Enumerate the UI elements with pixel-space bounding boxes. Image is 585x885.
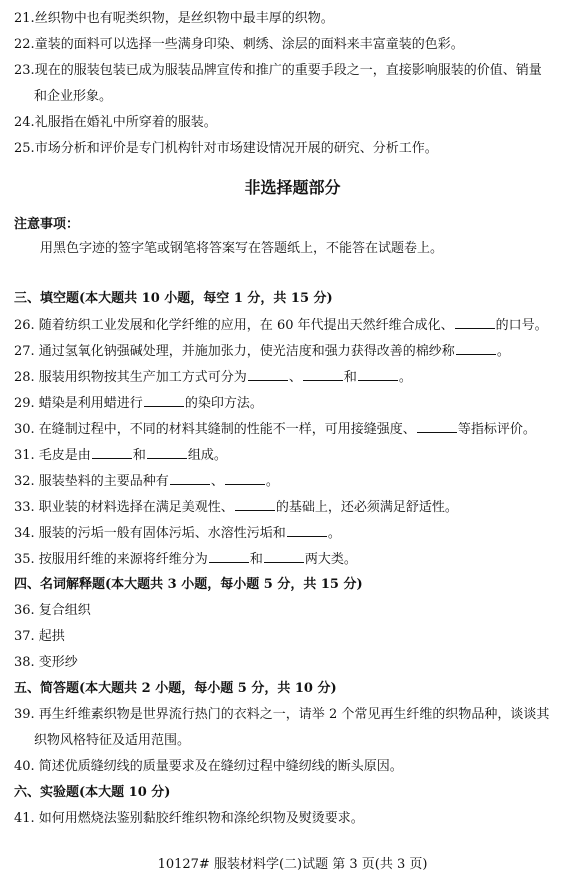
answer-blank	[358, 368, 398, 381]
question-32: 32. 服装垫料的主要品种有 、 。	[14, 474, 279, 489]
question-38: 38. 变形纱	[14, 655, 78, 670]
question-28: 28. 服装用织物按其生产加工方式可分为 、 和 。	[14, 370, 412, 385]
answer-blank	[144, 394, 184, 407]
answer-blank	[287, 524, 327, 537]
answer-blank	[235, 498, 275, 511]
terms-section-heading: 四、名词解释题(本大题共 3 小题，每小题 5 分，共 15 分)	[14, 577, 363, 592]
question-35: 35. 按服用纤维的来源将纤维分为 和 两大类。	[14, 552, 357, 567]
notice-label: 注意事项：	[14, 217, 80, 232]
question-41: 41. 如何用燃烧法鉴别黏胶纤维织物和涤纶织物及熨烫要求。	[14, 811, 364, 826]
answer-blank	[248, 368, 288, 381]
answer-blank	[209, 550, 249, 563]
answer-blank	[303, 368, 343, 381]
answer-blank	[264, 550, 304, 563]
question-21: 21.丝织物中也有呢类织物，是丝织物中最丰厚的织物。	[14, 11, 334, 26]
question-39: 39. 再生纤维素织物是世界流行热门的衣料之一，请举 2 个常见再生纤维的织物品种，谈谈其	[14, 707, 550, 722]
answer-blank	[456, 342, 496, 355]
experiment-heading: 六、实验题(本大题 10 分)	[14, 785, 171, 800]
question-25: 25.市场分析和评价是专门机构针对市场建设情况开展的研究、分析工作。	[14, 141, 438, 156]
answer-blank	[417, 420, 457, 433]
question-37: 37. 起拱	[14, 629, 65, 644]
question-31: 31. 毛皮是由 和 组成。	[14, 448, 227, 463]
question-33: 33. 职业装的材料选择在满足美观性、 的基础上，还必须满足舒适性。	[14, 500, 458, 515]
short-answer-heading: 五、简答题(本大题共 2 小题，每小题 5 分，共 10 分)	[14, 681, 337, 696]
question-40: 40. 简述优质缝纫线的质量要求及在缝纫过程中缝纫线的断头原因。	[14, 759, 403, 774]
question-29: 29. 蜡染是利用蜡进行 的染印方法。	[14, 396, 263, 411]
question-24: 24.礼服指在婚礼中所穿着的服装。	[14, 115, 217, 130]
question-22: 22.童装的面料可以选择一些满身印染、刺绣、涂层的面料来丰富童装的色彩。	[14, 37, 464, 52]
question-23-continuation: 和企业形象。	[34, 89, 113, 104]
notice-text: 用黑色字迹的签字笔或钢笔将答案写在答题纸上，不能答在试题卷上。	[40, 241, 444, 256]
question-27: 27. 通过氢氧化钠强碱处理，并施加张力，使光洁度和强力获得改善的棉纱称 。	[14, 344, 510, 359]
answer-blank	[455, 316, 495, 329]
question-26: 26. 随着纺织工业发展和化学纤维的应用，在 60 年代提出天然纤维合成化、 的口号。	[14, 318, 548, 333]
answer-blank	[170, 472, 210, 485]
page-footer: 10127# 服装材料学(二)试题 第 3 页(共 3 页)	[157, 857, 428, 872]
question-34: 34. 服装的污垢一般有固体污垢、水溶性污垢和 。	[14, 526, 341, 541]
answer-blank	[225, 472, 265, 485]
fill-section-heading: 三、填空题(本大题共 10 小题，每空 1 分，共 15 分)	[14, 291, 333, 306]
answer-blank	[147, 446, 187, 459]
section-title: 非选择题部分	[244, 178, 341, 197]
answer-blank	[92, 446, 132, 459]
question-23: 23.现在的服装包装已成为服装品牌宣传和推广的重要手段之一，直接影响服装的价值、销量	[14, 63, 542, 78]
question-39-continuation: 织物风格特征及适用范围。	[34, 733, 191, 748]
question-36: 36. 复合组织	[14, 603, 91, 618]
question-30: 30. 在缝制过程中，不同的材料其缝制的性能不一样，可用接缝强度、 等指标评价。	[14, 422, 536, 437]
